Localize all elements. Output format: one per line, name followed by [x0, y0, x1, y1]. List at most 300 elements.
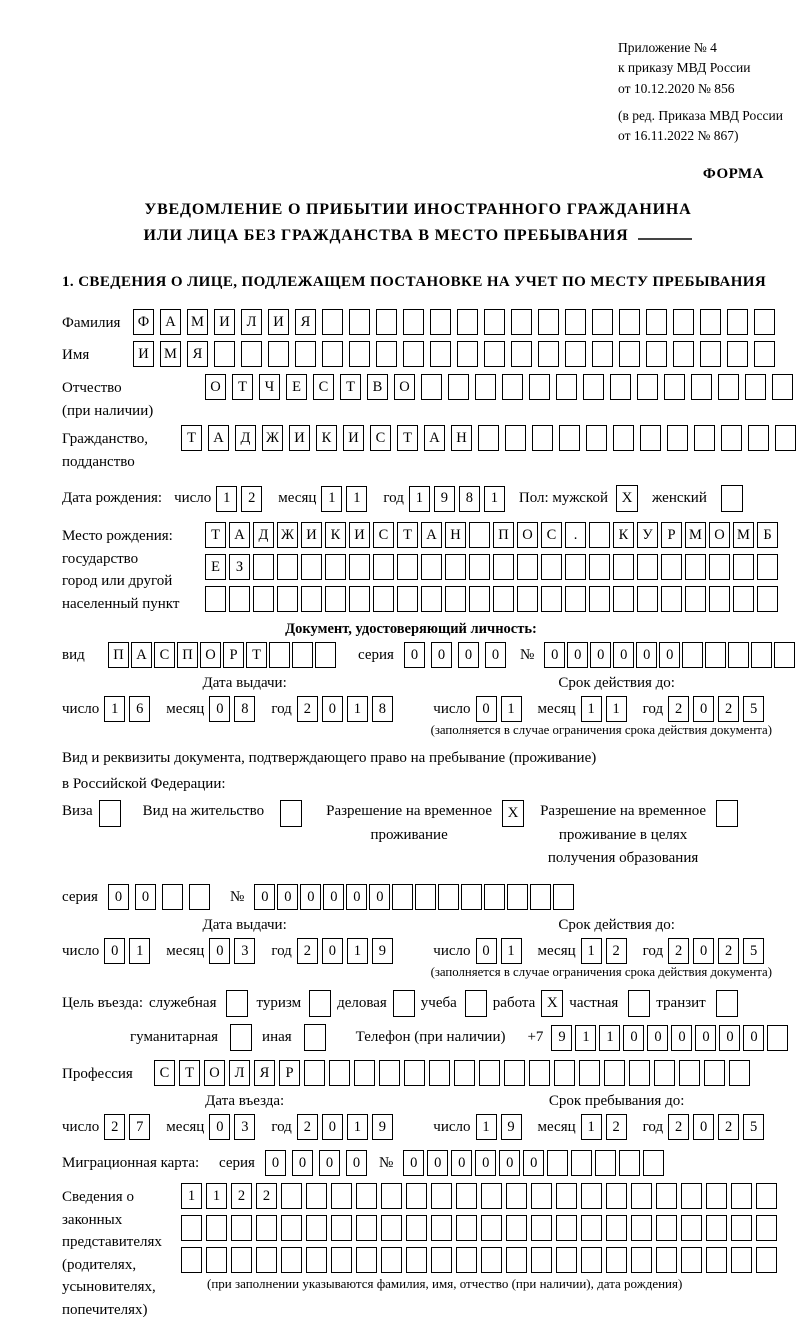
char-box[interactable]: И: [268, 309, 289, 335]
date-box[interactable]: 2: [297, 696, 318, 722]
char-box[interactable]: [538, 341, 559, 367]
char-box[interactable]: [306, 1247, 327, 1273]
date-box[interactable]: 9: [372, 938, 393, 964]
char-box[interactable]: [406, 1247, 427, 1273]
char-box[interactable]: [754, 309, 775, 335]
char-box[interactable]: 2: [231, 1183, 252, 1209]
char-box[interactable]: [493, 554, 514, 580]
char-box[interactable]: 0: [671, 1025, 692, 1051]
char-box[interactable]: [731, 1183, 752, 1209]
char-box[interactable]: [756, 1215, 777, 1241]
char-box[interactable]: [181, 1215, 202, 1241]
char-box[interactable]: [531, 1183, 552, 1209]
char-box[interactable]: П: [108, 642, 129, 668]
char-box[interactable]: 0: [427, 1150, 448, 1176]
char-box[interactable]: [404, 1060, 425, 1086]
char-box[interactable]: [315, 642, 336, 668]
char-box[interactable]: 0: [300, 884, 321, 910]
char-box[interactable]: [613, 425, 634, 451]
char-box[interactable]: Е: [286, 374, 307, 400]
char-box[interactable]: [268, 341, 289, 367]
char-box[interactable]: [721, 425, 742, 451]
char-box[interactable]: [481, 1183, 502, 1209]
date-box[interactable]: 2: [297, 938, 318, 964]
char-box[interactable]: И: [214, 309, 235, 335]
char-box[interactable]: [661, 554, 682, 580]
checkbox-female[interactable]: [721, 485, 743, 512]
char-box[interactable]: [397, 554, 418, 580]
char-box[interactable]: [731, 1247, 752, 1273]
char-box[interactable]: [373, 554, 394, 580]
date-box[interactable]: 9: [372, 1114, 393, 1140]
char-box[interactable]: Д: [235, 425, 256, 451]
char-box[interactable]: Т: [397, 522, 418, 548]
char-box[interactable]: М: [685, 522, 706, 548]
char-box[interactable]: 0: [544, 642, 565, 668]
char-box[interactable]: [595, 1150, 616, 1176]
char-box[interactable]: [506, 1183, 527, 1209]
char-box[interactable]: [504, 1060, 525, 1086]
char-box[interactable]: Т: [181, 425, 202, 451]
char-box[interactable]: [356, 1215, 377, 1241]
char-box[interactable]: [589, 522, 610, 548]
char-box[interactable]: [256, 1247, 277, 1273]
char-box[interactable]: С: [313, 374, 334, 400]
char-box[interactable]: Т: [205, 522, 226, 548]
char-box[interactable]: [325, 554, 346, 580]
date-box[interactable]: 0: [209, 696, 230, 722]
char-box[interactable]: Л: [229, 1060, 250, 1086]
checkbox-business[interactable]: [393, 990, 415, 1017]
char-box[interactable]: [475, 374, 496, 400]
char-box[interactable]: [214, 341, 235, 367]
char-box[interactable]: Т: [232, 374, 253, 400]
char-box[interactable]: [322, 341, 343, 367]
char-box[interactable]: 0: [499, 1150, 520, 1176]
char-box[interactable]: С: [154, 1060, 175, 1086]
char-box[interactable]: [606, 1215, 627, 1241]
char-box[interactable]: [381, 1215, 402, 1241]
char-box[interactable]: [556, 1215, 577, 1241]
char-box[interactable]: [694, 425, 715, 451]
char-box[interactable]: [322, 309, 343, 335]
char-box[interactable]: 0: [719, 1025, 740, 1051]
char-box[interactable]: [613, 554, 634, 580]
date-box[interactable]: 1: [321, 486, 342, 512]
char-box[interactable]: 1: [206, 1183, 227, 1209]
char-box[interactable]: 0: [319, 1150, 340, 1176]
char-box[interactable]: [581, 1247, 602, 1273]
char-box[interactable]: [229, 586, 250, 612]
char-box[interactable]: В: [367, 374, 388, 400]
char-box[interactable]: 0: [590, 642, 611, 668]
char-box[interactable]: [379, 1060, 400, 1086]
char-box[interactable]: Т: [179, 1060, 200, 1086]
char-box[interactable]: [556, 374, 577, 400]
char-box[interactable]: Ж: [277, 522, 298, 548]
char-box[interactable]: [281, 1247, 302, 1273]
char-box[interactable]: [705, 642, 726, 668]
char-box[interactable]: [445, 586, 466, 612]
char-box[interactable]: [429, 1060, 450, 1086]
char-box[interactable]: [706, 1183, 727, 1209]
char-box[interactable]: [349, 586, 370, 612]
char-box[interactable]: [304, 1060, 325, 1086]
char-box[interactable]: 0: [743, 1025, 764, 1051]
char-box[interactable]: Р: [279, 1060, 300, 1086]
date-box[interactable]: 1: [476, 1114, 497, 1140]
char-box[interactable]: [565, 586, 586, 612]
char-box[interactable]: [478, 425, 499, 451]
checkbox-male[interactable]: X: [616, 485, 638, 512]
date-box[interactable]: 1: [484, 486, 505, 512]
date-box[interactable]: 1: [104, 696, 125, 722]
date-box[interactable]: 1: [347, 1114, 368, 1140]
char-box[interactable]: [457, 341, 478, 367]
char-box[interactable]: [331, 1247, 352, 1273]
char-box[interactable]: 0: [458, 642, 479, 668]
char-box[interactable]: 0: [523, 1150, 544, 1176]
char-box[interactable]: [709, 554, 730, 580]
date-box[interactable]: 7: [129, 1114, 150, 1140]
char-box[interactable]: [461, 884, 482, 910]
char-box[interactable]: [656, 1183, 677, 1209]
char-box[interactable]: [331, 1215, 352, 1241]
char-box[interactable]: [456, 1215, 477, 1241]
char-box[interactable]: [253, 554, 274, 580]
char-box[interactable]: 0: [265, 1150, 286, 1176]
char-box[interactable]: 0: [369, 884, 390, 910]
char-box[interactable]: [206, 1215, 227, 1241]
char-box[interactable]: [704, 1060, 725, 1086]
char-box[interactable]: [613, 586, 634, 612]
char-box[interactable]: [406, 1183, 427, 1209]
char-box[interactable]: О: [205, 374, 226, 400]
char-box[interactable]: Т: [246, 642, 267, 668]
char-box[interactable]: [431, 1183, 452, 1209]
char-box[interactable]: [403, 341, 424, 367]
char-box[interactable]: Л: [241, 309, 262, 335]
char-box[interactable]: [700, 341, 721, 367]
char-box[interactable]: [538, 309, 559, 335]
char-box[interactable]: [581, 1215, 602, 1241]
char-box[interactable]: [373, 586, 394, 612]
char-box[interactable]: [610, 374, 631, 400]
date-box[interactable]: 2: [606, 1114, 627, 1140]
checkbox-private[interactable]: [628, 990, 650, 1017]
char-box[interactable]: 0: [254, 884, 275, 910]
char-box[interactable]: [530, 884, 551, 910]
char-box[interactable]: Д: [253, 522, 274, 548]
char-box[interactable]: О: [200, 642, 221, 668]
date-box[interactable]: 0: [476, 696, 497, 722]
date-box[interactable]: 2: [668, 1114, 689, 1140]
char-box[interactable]: [493, 586, 514, 612]
char-box[interactable]: [731, 1215, 752, 1241]
char-box[interactable]: [637, 374, 658, 400]
char-box[interactable]: О: [517, 522, 538, 548]
char-box[interactable]: [775, 425, 796, 451]
char-box[interactable]: 0: [404, 642, 425, 668]
char-box[interactable]: [397, 586, 418, 612]
checkbox-humanitarian[interactable]: [230, 1024, 252, 1051]
char-box[interactable]: [637, 554, 658, 580]
date-box[interactable]: 5: [743, 696, 764, 722]
date-box[interactable]: 2: [297, 1114, 318, 1140]
char-box[interactable]: К: [613, 522, 634, 548]
char-box[interactable]: [553, 884, 574, 910]
char-box[interactable]: 0: [431, 642, 452, 668]
char-box[interactable]: [589, 554, 610, 580]
char-box[interactable]: [354, 1060, 375, 1086]
char-box[interactable]: [643, 1150, 664, 1176]
char-box[interactable]: [571, 1150, 592, 1176]
char-box[interactable]: [301, 554, 322, 580]
char-box[interactable]: [431, 1215, 452, 1241]
char-box[interactable]: [565, 309, 586, 335]
char-box[interactable]: [502, 374, 523, 400]
char-box[interactable]: [292, 642, 313, 668]
char-box[interactable]: [376, 341, 397, 367]
char-box[interactable]: [681, 1215, 702, 1241]
char-box[interactable]: [403, 309, 424, 335]
char-box[interactable]: [456, 1183, 477, 1209]
char-box[interactable]: [206, 1247, 227, 1273]
checkbox-temp-residence-education[interactable]: [716, 800, 738, 827]
char-box[interactable]: 1: [575, 1025, 596, 1051]
char-box[interactable]: [656, 1247, 677, 1273]
date-box[interactable]: 0: [693, 938, 714, 964]
date-box[interactable]: 2: [668, 696, 689, 722]
char-box[interactable]: [381, 1247, 402, 1273]
char-box[interactable]: [559, 425, 580, 451]
char-box[interactable]: [381, 1183, 402, 1209]
char-box[interactable]: [253, 586, 274, 612]
date-box[interactable]: 1: [606, 696, 627, 722]
checkbox-tourism[interactable]: [309, 990, 331, 1017]
char-box[interactable]: [356, 1183, 377, 1209]
char-box[interactable]: [640, 425, 661, 451]
char-box[interactable]: О: [394, 374, 415, 400]
char-box[interactable]: [281, 1183, 302, 1209]
char-box[interactable]: [376, 309, 397, 335]
char-box[interactable]: [685, 586, 706, 612]
char-box[interactable]: И: [289, 425, 310, 451]
char-box[interactable]: [631, 1183, 652, 1209]
char-box[interactable]: [415, 884, 436, 910]
date-box[interactable]: 8: [459, 486, 480, 512]
char-box[interactable]: [541, 586, 562, 612]
date-box[interactable]: 9: [501, 1114, 522, 1140]
char-box[interactable]: С: [370, 425, 391, 451]
char-box[interactable]: [325, 586, 346, 612]
char-box[interactable]: [529, 1060, 550, 1086]
char-box[interactable]: [506, 1215, 527, 1241]
char-box[interactable]: [349, 341, 370, 367]
char-box[interactable]: [507, 884, 528, 910]
char-box[interactable]: 0: [695, 1025, 716, 1051]
char-box[interactable]: Б: [757, 522, 778, 548]
char-box[interactable]: О: [204, 1060, 225, 1086]
char-box[interactable]: Ж: [262, 425, 283, 451]
date-box[interactable]: 0: [104, 938, 125, 964]
date-box[interactable]: 1: [581, 938, 602, 964]
char-box[interactable]: [606, 1247, 627, 1273]
date-box[interactable]: 1: [129, 938, 150, 964]
char-box[interactable]: 0: [451, 1150, 472, 1176]
char-box[interactable]: [181, 1247, 202, 1273]
char-box[interactable]: [438, 884, 459, 910]
date-box[interactable]: 9: [434, 486, 455, 512]
char-box[interactable]: [631, 1215, 652, 1241]
char-box[interactable]: [430, 341, 451, 367]
char-box[interactable]: М: [160, 341, 181, 367]
char-box[interactable]: [256, 1215, 277, 1241]
date-box[interactable]: 1: [347, 938, 368, 964]
date-box[interactable]: 0: [322, 938, 343, 964]
char-box[interactable]: 0: [647, 1025, 668, 1051]
char-box[interactable]: [517, 586, 538, 612]
char-box[interactable]: [767, 1025, 788, 1051]
date-box[interactable]: 1: [216, 486, 237, 512]
char-box[interactable]: И: [343, 425, 364, 451]
char-box[interactable]: [656, 1215, 677, 1241]
date-box[interactable]: 0: [322, 1114, 343, 1140]
char-box[interactable]: [751, 642, 772, 668]
char-box[interactable]: 0: [403, 1150, 424, 1176]
date-box[interactable]: 2: [668, 938, 689, 964]
checkbox-visa[interactable]: [99, 800, 121, 827]
char-box[interactable]: [301, 586, 322, 612]
char-box[interactable]: О: [709, 522, 730, 548]
char-box[interactable]: А: [160, 309, 181, 335]
char-box[interactable]: Я: [295, 309, 316, 335]
char-box[interactable]: 0: [346, 884, 367, 910]
char-box[interactable]: [667, 425, 688, 451]
char-box[interactable]: [682, 642, 703, 668]
char-box[interactable]: Я: [187, 341, 208, 367]
char-box[interactable]: [728, 642, 749, 668]
checkbox-other-purpose[interactable]: [304, 1024, 326, 1051]
char-box[interactable]: М: [733, 522, 754, 548]
char-box[interactable]: [556, 1247, 577, 1273]
char-box[interactable]: 9: [551, 1025, 572, 1051]
char-box[interactable]: [448, 374, 469, 400]
char-box[interactable]: [189, 884, 210, 910]
date-box[interactable]: 6: [129, 696, 150, 722]
char-box[interactable]: [356, 1247, 377, 1273]
char-box[interactable]: [727, 341, 748, 367]
char-box[interactable]: [592, 341, 613, 367]
char-box[interactable]: [231, 1215, 252, 1241]
char-box[interactable]: И: [301, 522, 322, 548]
char-box[interactable]: [469, 522, 490, 548]
char-box[interactable]: [646, 309, 667, 335]
char-box[interactable]: А: [131, 642, 152, 668]
date-box[interactable]: 8: [234, 696, 255, 722]
date-box[interactable]: 2: [718, 696, 739, 722]
char-box[interactable]: [700, 309, 721, 335]
char-box[interactable]: [646, 341, 667, 367]
char-box[interactable]: [757, 554, 778, 580]
char-box[interactable]: [349, 554, 370, 580]
char-box[interactable]: 0: [108, 884, 129, 910]
char-box[interactable]: [277, 554, 298, 580]
char-box[interactable]: [565, 554, 586, 580]
char-box[interactable]: [772, 374, 793, 400]
date-box[interactable]: 0: [476, 938, 497, 964]
char-box[interactable]: [484, 309, 505, 335]
char-box[interactable]: [481, 1215, 502, 1241]
char-box[interactable]: [329, 1060, 350, 1086]
char-box[interactable]: [706, 1247, 727, 1273]
char-box[interactable]: 0: [292, 1150, 313, 1176]
char-box[interactable]: И: [133, 341, 154, 367]
char-box[interactable]: [511, 309, 532, 335]
date-box[interactable]: 0: [693, 1114, 714, 1140]
char-box[interactable]: Т: [340, 374, 361, 400]
date-box[interactable]: 0: [693, 696, 714, 722]
char-box[interactable]: [733, 554, 754, 580]
char-box[interactable]: И: [349, 522, 370, 548]
char-box[interactable]: [754, 341, 775, 367]
date-box[interactable]: 2: [241, 486, 262, 512]
char-box[interactable]: [748, 425, 769, 451]
char-box[interactable]: 2: [256, 1183, 277, 1209]
char-box[interactable]: 0: [659, 642, 680, 668]
checkbox-study[interactable]: [465, 990, 487, 1017]
char-box[interactable]: А: [208, 425, 229, 451]
checkbox-work[interactable]: X: [541, 990, 563, 1017]
char-box[interactable]: [589, 586, 610, 612]
date-box[interactable]: 1: [501, 938, 522, 964]
date-box[interactable]: 2: [606, 938, 627, 964]
char-box[interactable]: [685, 554, 706, 580]
char-box[interactable]: [431, 1247, 452, 1273]
char-box[interactable]: 0: [567, 642, 588, 668]
char-box[interactable]: [661, 586, 682, 612]
char-box[interactable]: 0: [135, 884, 156, 910]
date-box[interactable]: 8: [372, 696, 393, 722]
date-box[interactable]: 3: [234, 938, 255, 964]
char-box[interactable]: 0: [277, 884, 298, 910]
char-box[interactable]: Н: [451, 425, 472, 451]
char-box[interactable]: А: [229, 522, 250, 548]
char-box[interactable]: [349, 309, 370, 335]
char-box[interactable]: [392, 884, 413, 910]
char-box[interactable]: А: [421, 522, 442, 548]
date-box[interactable]: 0: [209, 938, 230, 964]
char-box[interactable]: [631, 1247, 652, 1273]
char-box[interactable]: [629, 1060, 650, 1086]
char-box[interactable]: [581, 1183, 602, 1209]
char-box[interactable]: Р: [661, 522, 682, 548]
char-box[interactable]: С: [373, 522, 394, 548]
char-box[interactable]: Е: [205, 554, 226, 580]
char-box[interactable]: [586, 425, 607, 451]
char-box[interactable]: М: [187, 309, 208, 335]
char-box[interactable]: У: [637, 522, 658, 548]
date-box[interactable]: 0: [209, 1114, 230, 1140]
char-box[interactable]: [231, 1247, 252, 1273]
char-box[interactable]: 1: [599, 1025, 620, 1051]
char-box[interactable]: [541, 554, 562, 580]
char-box[interactable]: [421, 554, 442, 580]
char-box[interactable]: [756, 1247, 777, 1273]
char-box[interactable]: К: [325, 522, 346, 548]
char-box[interactable]: [430, 309, 451, 335]
char-box[interactable]: Т: [397, 425, 418, 451]
